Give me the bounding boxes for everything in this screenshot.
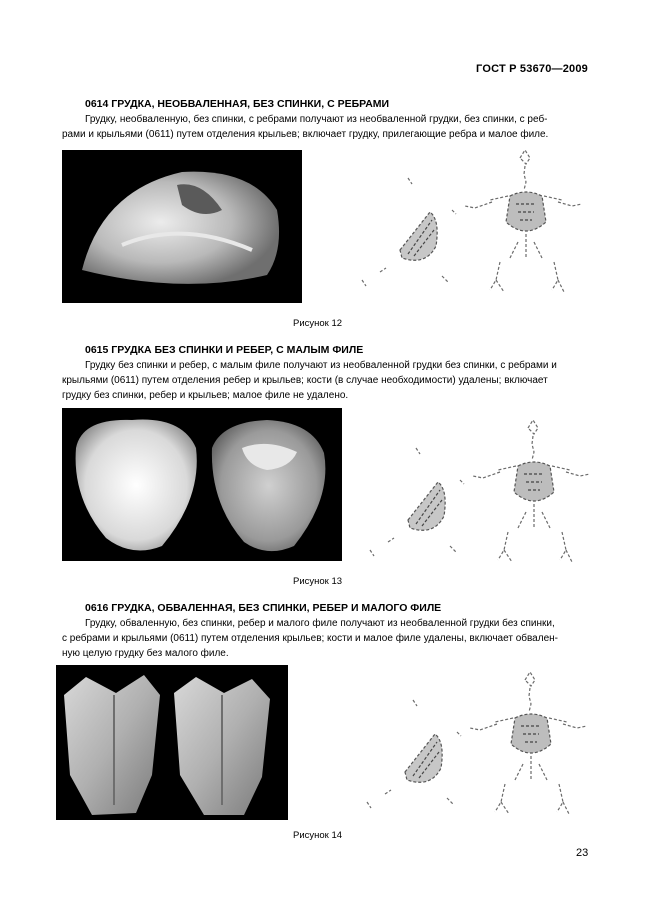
section-text-0616 xyxy=(62,616,592,661)
section-text-0615 xyxy=(62,358,592,403)
figure-caption-13: Рисунок 13 xyxy=(293,576,343,587)
text-line: крыльями (0611) путем отделения ребер и крыльев; кости (в случае необходимости) удалены; включает xyxy=(62,375,548,386)
text-line: с ребрами и крыльями (0611) путем отделения крыльев; кости и малое филе удалены, включает обвален- xyxy=(62,633,558,644)
text-line: грудку без спинки, ребер и крыльев; малое филе не удалено. xyxy=(62,390,349,401)
page-number: 23 xyxy=(576,847,589,859)
text-line: Грудку без спинки и ребер, с малым филе получают из необваленной грудки без спинки, с ребрами и xyxy=(85,360,557,371)
section-heading-0615: 0615 ГРУДКА БЕЗ СПИНКИ И РЕБЕР, С МАЛЫМ ФИЛЕ xyxy=(85,344,364,356)
skeleton-diagram-13 xyxy=(348,420,598,572)
photo-breast-bone-in-ribs xyxy=(62,150,302,303)
text-line: Грудку, необваленную, без спинки, с ребрами получают из необваленной грудки, без спинки, с реб- xyxy=(85,114,548,125)
skeleton-diagram-12 xyxy=(340,150,590,302)
photo-breast-boneless xyxy=(56,665,288,820)
section-heading-0616: 0616 ГРУДКА, ОБВАЛЕННАЯ, БЕЗ СПИНКИ, РЕБЕР И МАЛОГО ФИЛЕ xyxy=(85,602,442,614)
section-text-0614 xyxy=(62,112,592,142)
skeleton-diagram-14 xyxy=(345,672,595,824)
photo-breast-no-back-no-ribs xyxy=(62,408,342,561)
text-line: рами и крыльями (0611) путем отделения крыльев; включает грудку, прилегающие ребра и малое филе. xyxy=(62,129,549,140)
figure-caption-14: Рисунок 14 xyxy=(293,830,343,841)
document-id: ГОСТ Р 53670—2009 xyxy=(476,63,588,75)
figure-caption-12: Рисунок 12 xyxy=(293,318,343,329)
section-heading-0614: 0614 ГРУДКА, НЕОБВАЛЕННАЯ, БЕЗ СПИНКИ, С РЕБРАМИ xyxy=(85,98,390,110)
text-line: Грудку, обваленную, без спинки, ребер и малого филе получают из необваленной грудки без спинки, xyxy=(85,618,555,629)
text-line: ную целую грудку без малого филе. xyxy=(62,648,229,659)
